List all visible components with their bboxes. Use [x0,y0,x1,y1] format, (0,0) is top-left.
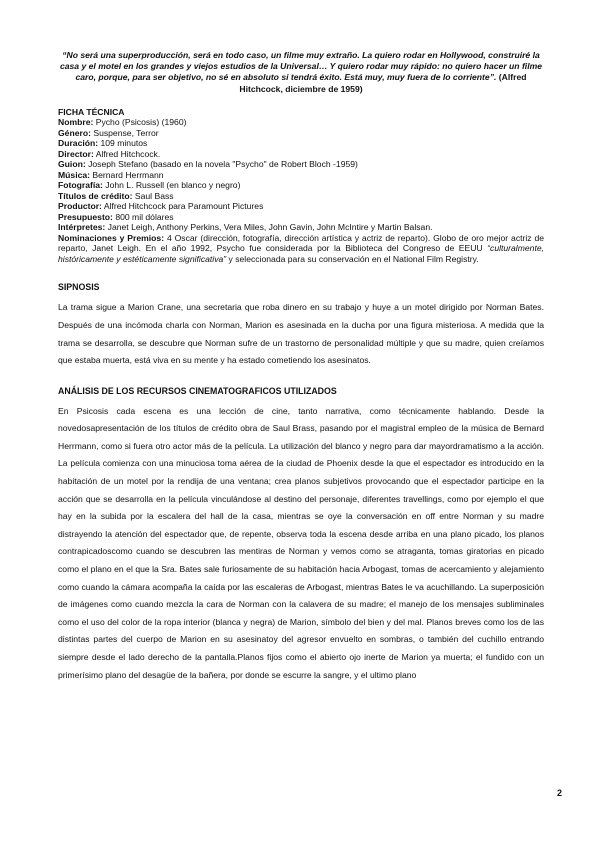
sheet-label: Nominaciones y Premios: [58,232,165,243]
sheet-value: Suspense, Terror [93,127,159,138]
technical-sheet-title: FICHA TÉCNICA [58,106,125,117]
epigraph-quote [58,50,544,95]
sheet-row-musica [58,170,544,181]
sheet-row-director [58,149,544,160]
sheet-value: Joseph Stefano (basado en la novela "Psycho" de Robert Bloch -1959) [88,159,358,170]
sheet-row-productor [58,201,544,212]
sheet-row-interpretes [58,222,544,233]
sheet-value: 800 mil dólares [115,211,174,222]
synopsis-heading: SIPNOSIS [58,282,100,293]
sheet-row-awards [58,233,544,265]
synopsis-text: La trama sigue a Marion Crane, una secretaria que roba dinero en su trabajo y huye a un motel dirigido por Norman Bates. Después de una incómoda charla con Norman, Marion es asesinada en la ducha por una figura misteriosa. A medida que la trama se desarrolla, se descubre que Norman sufre de un trastorno de personalidad múltiple y que su madre, quien creíamos que estaba muerta, está viva en su mente y ha estado cometiendo los asesinatos. [58,302,544,366]
sheet-label: Presupuesto: [58,211,113,222]
sheet-row-nombre [58,117,544,128]
awards-text: 4 Oscar (dirección, fotografía, dirección artística y actriz de reparto). Globo de oro mejor actriz de reparto, Janet Leigh. En el año 1992, Psycho fue considerada por la Biblioteca del Congreso de EEUU [58,232,545,254]
awards-quote: “culturalmente, históricamente y estéticamente significativa” [58,243,544,264]
quote-text: “No será una superproducción, será en todo caso, un filme muy extraño. La quiero rodar en Hollywood, construiré la casa y el motel en los grandes y viejos estudios de la Universal… Y quiero rodar muy rápido: no quiero hacer un filme caro, porque, para ser objetivo, no sé en absoluto si tendrá éxito. Está muy, muy fuera de lo corriente”. [59,50,543,83]
sheet-value: Alfred Hitchcock para Paramount Pictures [103,201,264,212]
sheet-label: Director: [58,148,94,159]
analysis-text: En Psicosis cada escena es una lección de cine, tanto narrativa, como técnicamente hablando. Desde la novedosapresentación de los títulos de crédito obra de Saul Brass, pasando por el magistral empleo de la música de Bernard Herrmann, como si fuera otro actor más de la película. La utilización del blanco y negro para dar mayordramatismo a la acción. La película comienza con una minuciosa toma aérea de la ciudad de Phoenix desde la que el espectador es introducido en la habitación de un motel por la rendija de una ventana; crea planos subjetivos provocando que el espectador participe en la acción que se desarrolla en la película vinculándose al destino del personaje, diferentes travellings, como por ejemplo el que hay en la subida por la escalera del hall de la casa, mientras se oye la conversación en off entre Norman y su madre distrayendo la atención del espectador que, de repente, observa toda la escena desde arriba en una plano picado, los planos contrapicadoscomo cuando se descubren las mentiras de Norman y vemos como se atraganta, tomas giratorias en picado como el plano en el que la Sra. Bates sale furiosamente de su habitación hacia Arbogast, tomas de acercamiento y alejamiento como cuando la cámara acompaña la caída por las escaleras de Arbogast, mientras Bates le va acuchillando. La superposición de imágenes como cuando mezcla la cara de Norman con la calavera de su madre; el manejo de los mensajes subliminales como el uso del color de la ropa interior (blanca y negra) de Marion, símbolo del bien y del mal. Planos breves como los de las distintas partes del cuerpo de Marion en su asesinatoy del agresor envuelto en sombras, o también del cuchillo entrando siempre desde el lado derecho de la pantalla.Planos fijos como el abierto ojo inerte de Marion ya muerta; el fundido con un primerísimo plano del desagüe de la bañera, por donde se escurre la sangre, y el ultimo plano [58,405,544,680]
sheet-label: Música: [58,169,90,180]
sheet-row-guion [58,159,544,170]
page-number: 2 [557,788,563,798]
sheet-value: Saul Bass [134,190,174,201]
sheet-value: Janet Leigh, Anthony Perkins, Vera Miles, John Gavin, John McIntire y Martin Balsan. [107,222,433,233]
awards-text-end: y seleccionada para su conservación en el National Film Registry. [228,253,479,264]
sheet-label: Guion: [58,159,86,170]
quote-author: (Alfred Hitchcock, diciembre de 1959) [239,72,527,94]
sheet-label: Intérpretes: [58,222,106,233]
analysis-heading: ANÁLISIS DE LOS RECURSOS CINEMATOGRAFICOS UTILIZADOS [58,385,337,396]
sheet-label: Nombre: [58,117,94,128]
technical-sheet [58,107,544,265]
sheet-label: Duración: [58,138,99,149]
sheet-value: John L. Russell (en blanco y negro) [105,180,241,191]
sheet-value: Bernard Herrmann [92,169,164,180]
document-page [58,50,544,684]
sheet-value: Alfred Hitchcock. [95,148,161,159]
sheet-row-presupuesto [58,212,544,223]
sheet-row-titulos [58,191,544,202]
sheet-label: Género: [58,127,91,138]
sheet-label: Títulos de crédito: [58,190,133,201]
sheet-value: 109 minutos [100,138,148,149]
sheet-row-fotografia [58,180,544,191]
sheet-row-duracion [58,138,544,149]
sheet-row-genero [58,128,544,139]
sheet-label: Productor: [58,201,102,212]
sheet-label: Fotografía: [58,180,103,191]
sheet-value: Pycho (Psicosis) (1960) [95,117,187,128]
